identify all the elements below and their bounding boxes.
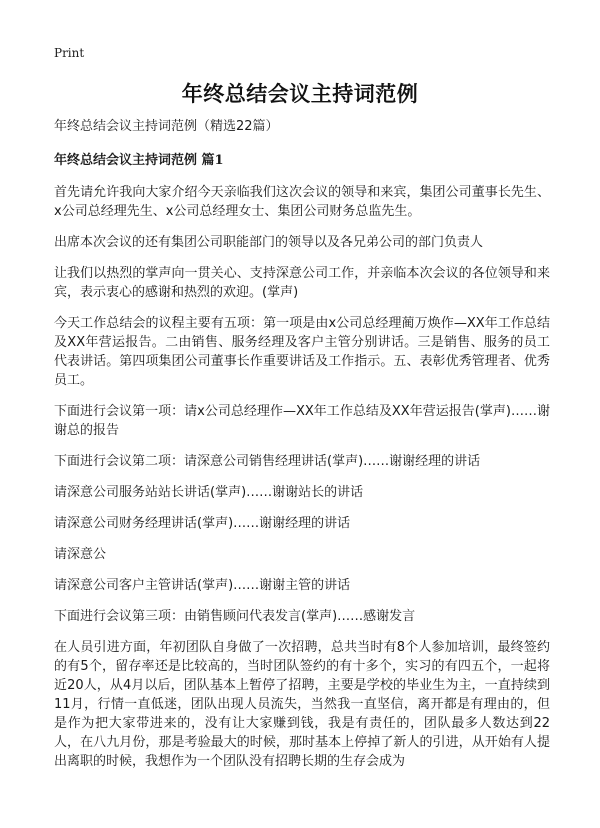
paragraph-10: 请深意公司客户主管讲话(掌声)……谢谢主管的讲话 xyxy=(54,578,351,593)
paragraph-6: 下面进行会议第二项：请深意公司销售经理讲话(掌声)……谢谢经理的讲话 xyxy=(54,454,481,469)
paragraph-7: 请深意公司服务站站长讲话(掌声)……谢谢站长的讲话 xyxy=(54,485,364,500)
paragraph-12: 在人员引进方面，年初团队自身做了一次招聘，总共当时有8个人参加培训，最终签约的有5个，留存率还是比较高的，当时团队签约的有十多个，实习的有四五个，一起将近20人，从4月以后，团队基本上暂停了招聘，主要是学校的毕业生为主，一直持续到11月，行情一直低迷，团队出现人员流失，当然我一直坚信，离开都是有理由的，但是作为把大家带进来的，没有让大家赚到钱，我是有责任的，团队最多人数达到22人，在八九月份，那是考验最大的时候，那时基本上停掉了新人的引进，从开始有人提出离职的时候，我想作为一个团队没有招聘长期的生存会成为 xyxy=(54,640,550,769)
document-body xyxy=(54,117,550,783)
paragraph-8: 请深意公司财务经理讲话(掌声)……谢谢经理的讲话 xyxy=(54,516,351,531)
page-title: 年终总结会议主持词范例 xyxy=(181,82,419,106)
paragraph-5: 下面进行会议第一项：请x公司总经理作—XX年工作总结及XX年营运报告(掌声)……谢谢总的报告 xyxy=(54,404,550,438)
paragraph-2: 出席本次会议的还有集团公司职能部门的领导以及各兄弟公司的部门负责人 xyxy=(54,235,484,250)
paragraph-11: 下面进行会议第三项：由销售顾问代表发言(掌声)……感谢发言 xyxy=(54,609,416,624)
print-link[interactable]: Print xyxy=(54,46,85,60)
paragraph-9: 请深意公 xyxy=(54,547,107,562)
document-subtitle: 年终总结会议主持词范例（精选22篇） xyxy=(54,119,279,134)
paragraph-3: 让我们以热烈的掌声向一贯关心、支持深意公司工作，并亲临本次会议的各位领导和来宾，表示衷心的感谢和热烈的欢迎。(掌声) xyxy=(54,266,550,300)
section-heading: 年终总结会议主持词范例 篇1 xyxy=(54,153,224,168)
paragraph-1: 首先请允许我向大家介绍今天亲临我们这次会议的领导和来宾，集团公司董事长先生、x公司总经理先生、x公司总经理女士、集团公司财务总监先生。 xyxy=(54,185,550,219)
paragraph-4: 今天工作总结会的议程主要有五项：第一项是由x公司总经理蔺万焕作—XX年工作总结及XX年营运报告。二由销售、服务经理及客户主管分别讲话。三是销售、服务的员工代表讲话。第四项集团公司董事长作重要讲话及工作指示。五、表彰优秀管理者、优秀员工。 xyxy=(54,316,550,388)
